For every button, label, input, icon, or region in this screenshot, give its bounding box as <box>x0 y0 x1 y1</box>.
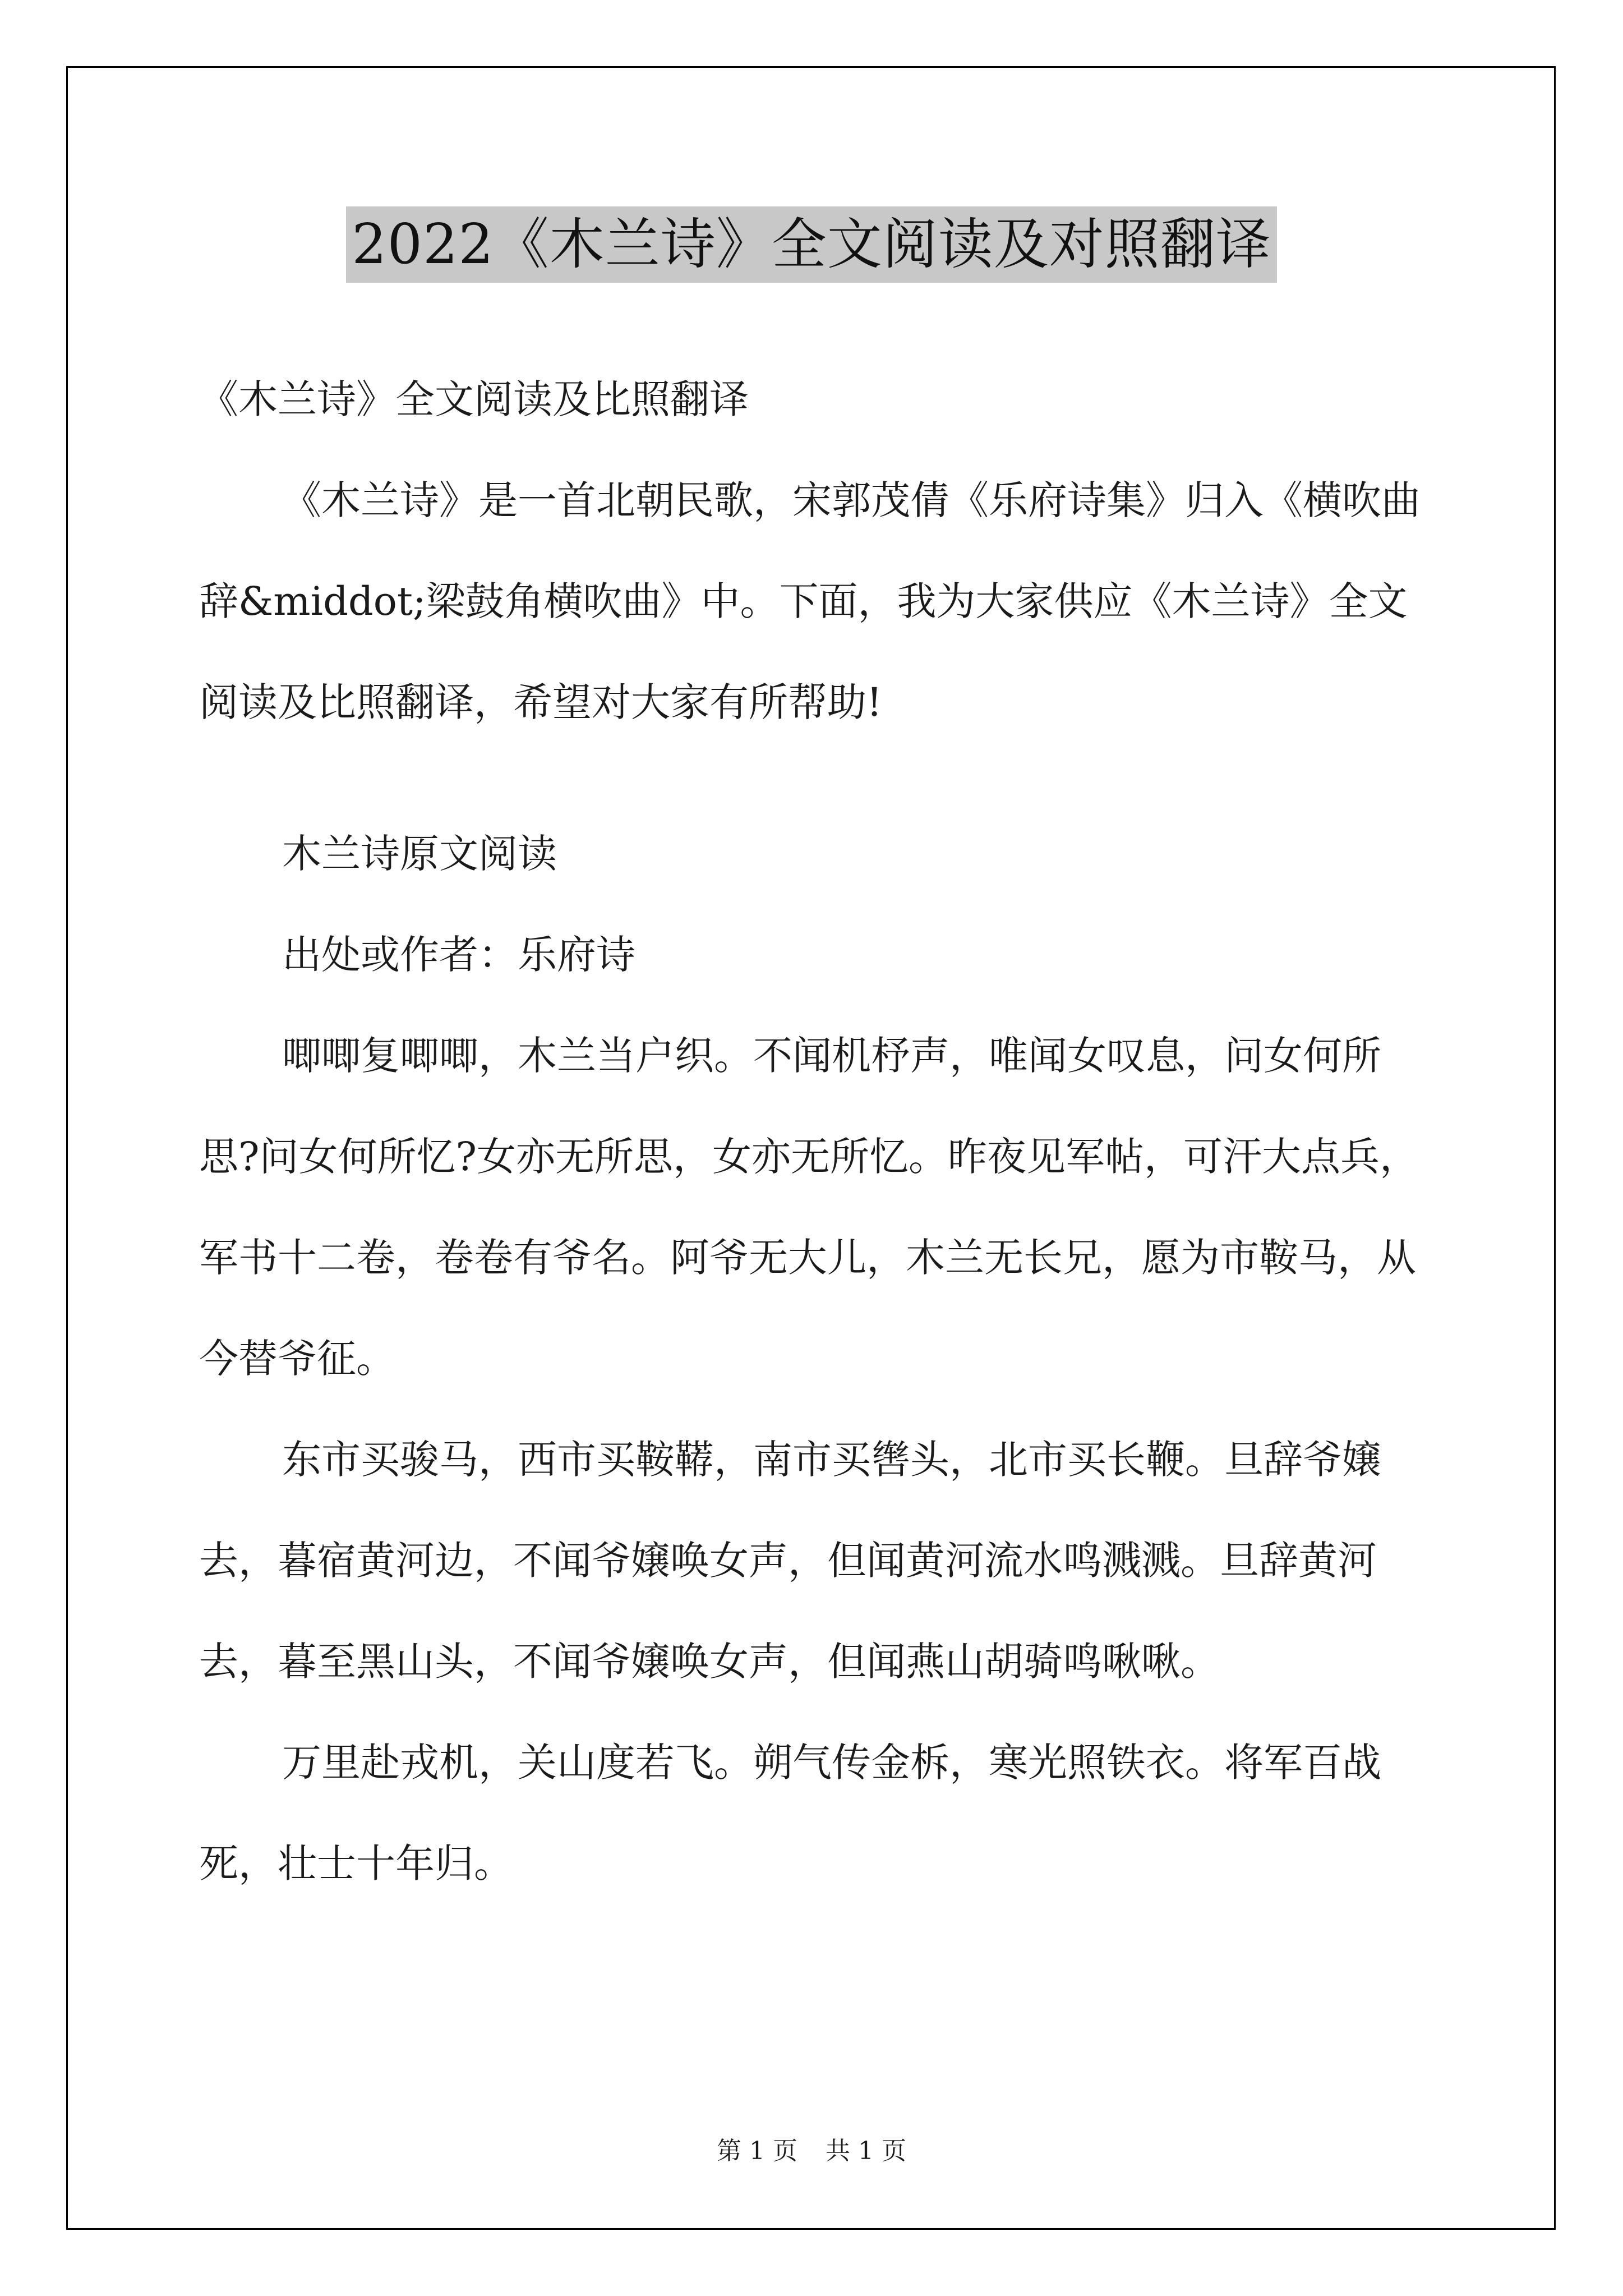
poem-paragraph-3: 万里赴戎机，关山度若飞。朔气传金柝，寒光照铁衣。将军百战死，壮士十年归。 <box>199 1740 1381 1887</box>
section-heading: 木兰诗原文阅读 <box>282 831 557 877</box>
subtitle: 《木兰诗》全文阅读及比照翻译 <box>199 376 749 422</box>
page-footer <box>0 2131 1623 2166</box>
title-container <box>0 206 1623 283</box>
page-number: 第 1 页 <box>717 2137 797 2165</box>
document-title: 2022《木兰诗》全文阅读及对照翻译 <box>346 206 1276 283</box>
poem-paragraph-2: 东市买骏马，西市买鞍鞯，南市买辔头，北市买长鞭。旦辞爷嬢去，暮宿黄河边，不闻爷嬢唤女声，但闻黄河流水鸣溅溅。旦辞黄河去，暮至黑山头，不闻爷嬢唤女声，但闻燕山胡骑鸣啾啾。 <box>199 1437 1381 1685</box>
page-total: 共 1 页 <box>826 2137 906 2165</box>
source-line: 出处或作者：乐府诗 <box>282 932 635 978</box>
intro-paragraph: 《木兰诗》是一首北朝民歌，宋郭茂倩《乐府诗集》归入《横吹曲辞&middot;梁鼓角横吹曲》中。下面，我为大家供应《木兰诗》全文阅读及比照翻译，希望对大家有所帮助! <box>199 477 1421 725</box>
poem-paragraph-1: 唧唧复唧唧，木兰当户织。不闻机杼声，唯闻女叹息，问女何所思?问女何所忆?女亦无所思，女亦无所忆。昨夜见军帖，可汗大点兵，军书十二卷，卷卷有爷名。阿爷无大儿，木兰无长兄，愿为市鞍马，从今替爷征。 <box>199 1033 1419 1382</box>
paragraph-gap <box>199 753 1433 803</box>
document-body <box>199 349 1433 1914</box>
